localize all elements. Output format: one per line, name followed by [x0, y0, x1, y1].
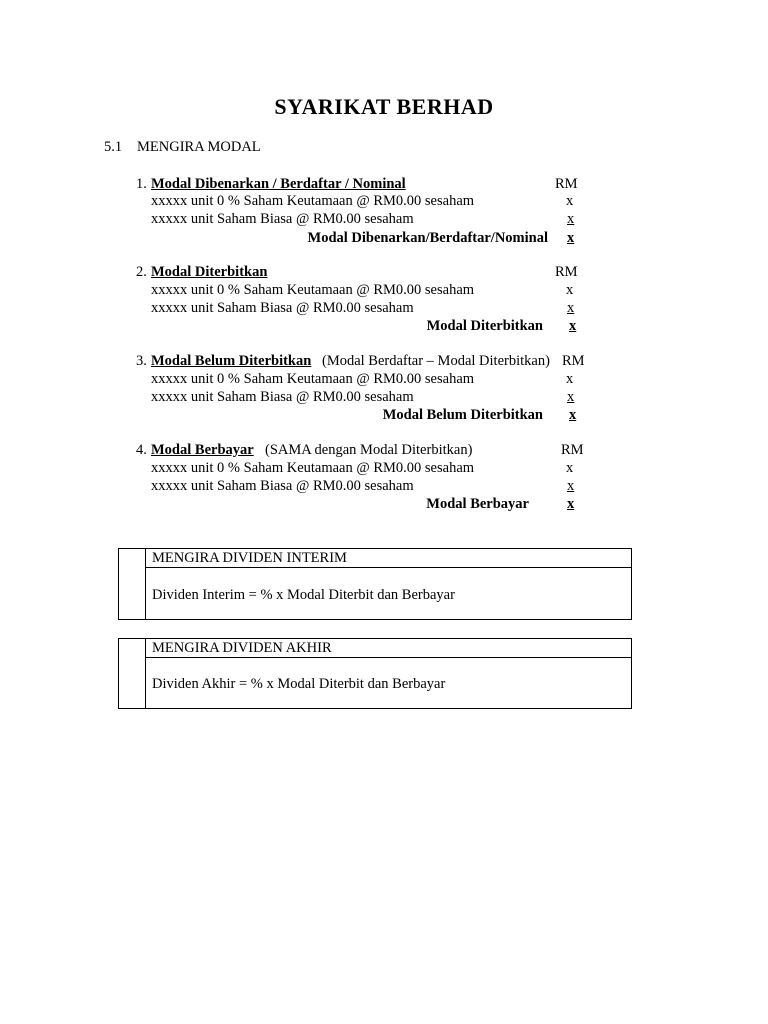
box-header-divider: [145, 567, 631, 568]
item-note: (Modal Berdaftar – Modal Diterbitkan): [322, 353, 550, 369]
ordinary-share-value: x: [567, 389, 575, 405]
ordinary-share-line: xxxxx unit Saham Biasa @ RM0.00 sesaham: [151, 478, 414, 494]
ordinary-share-value: x: [567, 300, 575, 316]
preference-share-line: xxxxx unit 0 % Saham Keutamaan @ RM0.00 sesaham: [151, 282, 475, 298]
box-heading: MENGIRA DIVIDEN AKHIR: [152, 640, 332, 656]
item-heading: Modal Berbayar: [151, 442, 254, 458]
currency-label: RM: [561, 442, 584, 458]
box-left-column-divider: [145, 549, 146, 619]
item-heading: Modal Dibenarkan / Berdaftar / Nominal: [151, 176, 406, 192]
total-label: Modal Berbayar: [426, 496, 529, 512]
ordinary-share-line: xxxxx unit Saham Biasa @ RM0.00 sesaham: [151, 389, 414, 405]
section-number: 5.1: [104, 139, 123, 155]
total-value: x: [567, 496, 575, 512]
currency-label: RM: [555, 176, 578, 192]
preference-share-value: x: [566, 460, 574, 476]
item-number: 3.: [136, 353, 147, 369]
preference-share-value: x: [566, 371, 574, 387]
item-heading: Modal Diterbitkan: [151, 264, 268, 280]
box-header-divider: [145, 657, 631, 658]
preference-share-line: xxxxx unit 0 % Saham Keutamaan @ RM0.00 sesaham: [151, 460, 475, 476]
interim-dividend-box: [118, 548, 632, 620]
item-number: 1.: [136, 176, 147, 192]
item-note: (SAMA dengan Modal Diterbitkan): [265, 442, 473, 458]
box-heading: MENGIRA DIVIDEN INTERIM: [152, 550, 347, 566]
ordinary-share-value: x: [567, 478, 575, 494]
total-value: x: [567, 230, 575, 246]
ordinary-share-value: x: [567, 211, 575, 227]
company-title: SYARIKAT BERHAD: [274, 94, 494, 119]
preference-share-line: xxxxx unit 0 % Saham Keutamaan @ RM0.00 sesaham: [151, 371, 475, 387]
item-heading: Modal Belum Diterbitkan: [151, 353, 312, 369]
total-label: Modal Dibenarkan/Berdaftar/Nominal: [307, 230, 548, 246]
final-dividend-box: [118, 638, 632, 709]
total-value: x: [569, 407, 577, 423]
total-label: Modal Diterbitkan: [426, 318, 543, 334]
preference-share-value: x: [566, 282, 574, 298]
box-formula: Dividen Interim = % x Modal Diterbit dan Berbayar: [152, 587, 455, 603]
preference-share-line: xxxxx unit 0 % Saham Keutamaan @ RM0.00 sesaham: [151, 193, 475, 209]
currency-label: RM: [562, 353, 585, 369]
section-heading: MENGIRA MODAL: [137, 139, 261, 155]
item-number: 4.: [136, 442, 147, 458]
box-formula: Dividen Akhir = % x Modal Diterbit dan Berbayar: [152, 676, 446, 692]
total-value: x: [569, 318, 577, 334]
box-left-column-divider: [145, 639, 146, 708]
ordinary-share-line: xxxxx unit Saham Biasa @ RM0.00 sesaham: [151, 300, 414, 316]
ordinary-share-line: xxxxx unit Saham Biasa @ RM0.00 sesaham: [151, 211, 414, 227]
currency-label: RM: [555, 264, 578, 280]
preference-share-value: x: [566, 193, 574, 209]
item-number: 2.: [136, 264, 147, 280]
total-label: Modal Belum Diterbitkan: [382, 407, 543, 423]
